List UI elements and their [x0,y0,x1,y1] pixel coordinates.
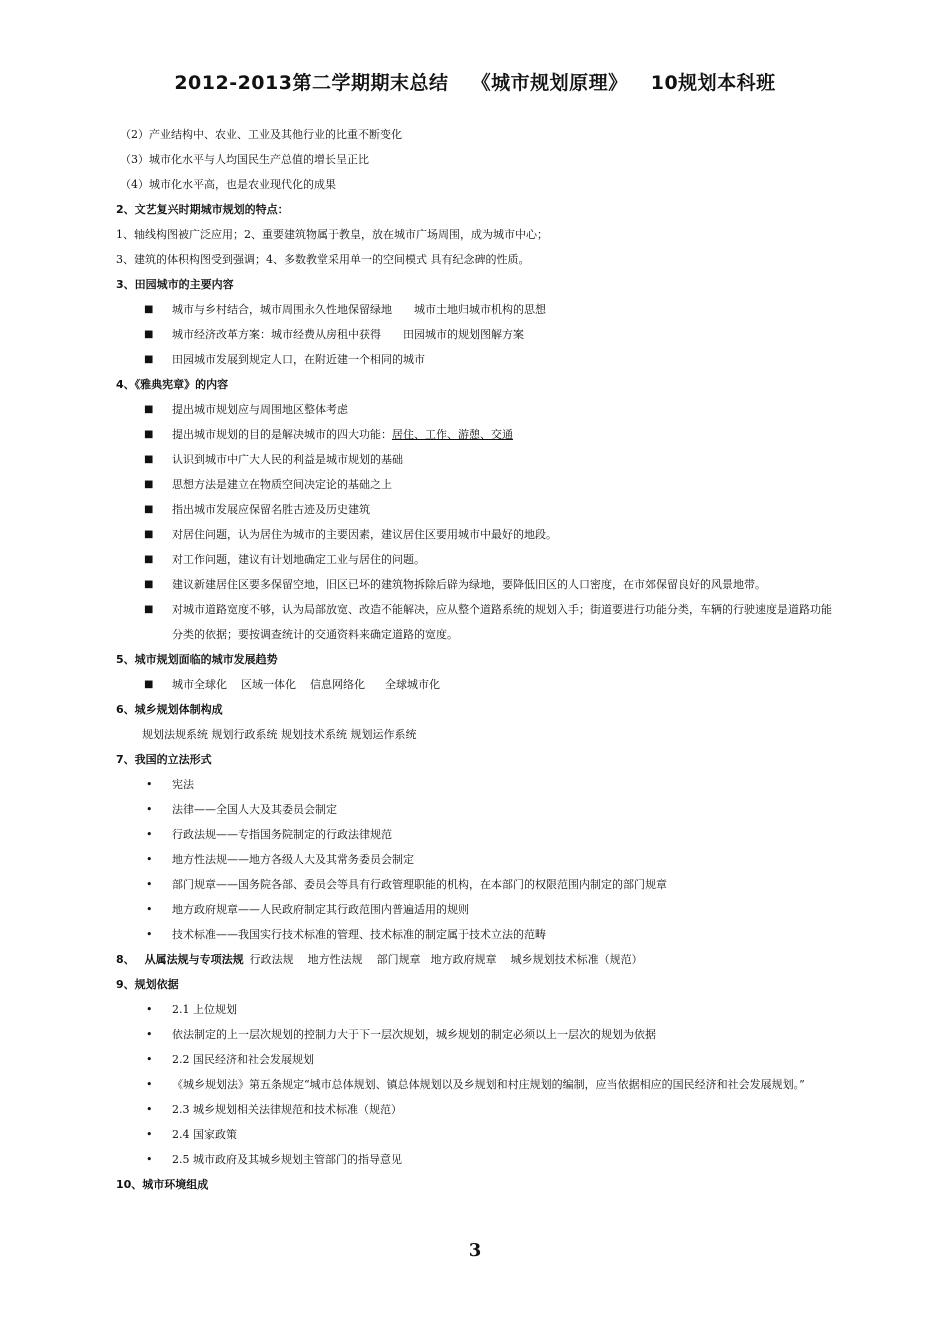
list-item: ■ 建议新建居住区要多保留空地，旧区已坏的建筑物拆除后辟为绿地，要降低旧区的人口密度，在市郊保留良好的风景地带。 [116,572,836,597]
section-heading-3: 3、田园城市的主要内容 [116,278,234,291]
section-heading-9: 9、规划依据 [116,978,179,991]
list-item: • 2.1 上位规划 [116,997,836,1022]
dot-bullet-icon: • [146,1153,153,1166]
text-line: 规划法规系统 规划行政系统 规划技术系统 规划运作系统 [142,728,417,741]
list-item: ■ 城市经济改革方案：城市经费从房租中获得 田园城市的规划图解方案 [116,322,836,347]
dot-bullet-icon: • [146,1028,153,1041]
section-line-8: 8、 从属法规与专项法规 行政法规 地方性法规 部门规章 地方政府规章 城乡规划技术标准（规范） [116,953,643,966]
text-line: （4）城市化水平高，也是农业现代化的成果 [120,178,336,191]
list-item: ■ 城市全球化 区域一体化 信息网络化 全球城市化 [116,672,836,697]
list-item: ■ 城市与乡村结合，城市周围永久性地保留绿地 城市土地归城市机构的思想 [116,297,836,322]
list-item: • 依法制定的上一层次规划的控制力大于下一层次规划，城乡规划的制定必须以上一层次的规划为依据 [116,1022,836,1047]
list-item: ■ 对居住问题，认为居住为城市的主要因素，建议居住区要用城市中最好的地段。 [116,522,836,547]
list-item: • 2.3 城乡规划相关法律规范和技术标准（规范） [116,1097,836,1122]
section-heading-10: 10、城市环境组成 [116,1178,209,1191]
list-item: ■ 认识到城市中广大人民的利益是城市规划的基础 [116,447,836,472]
section-heading-4: 4、《雅典宪章》的内容 [116,378,229,391]
list-item: ■ 对工作问题，建议有计划地确定工业与居住的问题。 [116,547,836,572]
title-course: 《城市规划原理》 [471,72,628,94]
square-bullet-icon: ■ [144,679,154,690]
list-item: • 地方政府规章——人民政府制定其行政范围内普遍适用的规则 [116,897,836,922]
list-item: • 2.5 城市政府及其城乡规划主管部门的指导意见 [116,1147,836,1172]
text-line: （3）城市化水平与人均国民生产总值的增长呈正比 [120,153,369,166]
square-bullet-icon: ■ [144,429,154,440]
section-heading-6: 6、城乡规划体制构成 [116,703,223,716]
list-item: • 部门规章——国务院各部、委员会等具有行政管理职能的机构，在本部门的权限范围内制定的部门规章 [116,872,836,897]
list-item: ■ 对城市道路宽度不够，认为局部放宽、改造不能解决，应从整个道路系统的规划入手；街道要进行功能分类，车辆的行驶速度是道路功能分类的依据；要按调查统计的交通资料来确定道路的宽度。 [116,597,836,647]
text-line: 1、轴线构图被广泛应用；2、重要建筑物属于教皇，放在城市广场周围，成为城市中心； [116,228,548,241]
square-bullet-icon: ■ [144,304,154,315]
title-term: 2012-2013第二学期期末总结 [174,72,449,94]
dot-bullet-icon: • [146,903,153,916]
list-item: ■ 提出城市规划的目的是解决城市的四大功能：居住、工作、游憩、交通 [116,422,836,447]
dot-bullet-icon: • [146,828,153,841]
title-class: 10规划本科班 [650,72,776,94]
square-bullet-icon: ■ [144,329,154,340]
square-bullet-icon: ■ [144,479,154,490]
dot-bullet-icon: • [146,928,153,941]
square-bullet-icon: ■ [144,354,154,365]
square-bullet-icon: ■ [144,529,154,540]
dot-bullet-icon: • [146,803,153,816]
dot-bullet-icon: • [146,878,153,891]
list-item: ■ 指出城市发展应保留名胜古迹及历史建筑 [116,497,836,522]
text-line: （2）产业结构中、农业、工业及其他行业的比重不断变化 [120,128,402,141]
list-item: • 法律——全国人大及其委员会制定 [116,797,836,822]
list-item: • 技术标准——我国实行技术标准的管理、技术标准的制定属于技术立法的范畴 [116,922,836,947]
list-item: ■ 提出城市规划应与周围地区整体考虑 [116,397,836,422]
list-item: • 地方性法规——地方各级人大及其常务委员会制定 [116,847,836,872]
dot-bullet-icon: • [146,1128,153,1141]
section-heading-2: 2、文艺复兴时期城市规划的特点： [116,203,289,216]
list-item: • 2.2 国民经济和社会发展规划 [116,1047,836,1072]
dot-bullet-icon: • [146,1103,153,1116]
page-title [0,68,950,95]
square-bullet-icon: ■ [144,604,154,615]
square-bullet-icon: ■ [144,454,154,465]
text-line: 3、建筑的体积构图受到强调；4、多数教堂采用单一的空间模式 具有纪念碑的性质。 [116,253,530,266]
section-heading-8: 从属法规与专项法规 [144,953,244,966]
square-bullet-icon: ■ [144,504,154,515]
dot-bullet-icon: • [146,1053,153,1066]
list-item: ■ 思想方法是建立在物质空间决定论的基础之上 [116,472,836,497]
dot-bullet-icon: • [146,853,153,866]
list-item: • 2.4 国家政策 [116,1122,836,1147]
section-heading-5: 5、城市规划面临的城市发展趋势 [116,653,278,666]
list-item: ■ 田园城市发展到规定人口，在附近建一个相同的城市 [116,347,836,372]
underlined-text: 居住、工作、游憩、交通 [392,428,513,441]
square-bullet-icon: ■ [144,404,154,415]
dot-bullet-icon: • [146,1078,153,1091]
dot-bullet-icon: • [146,778,153,791]
list-item: • 《城乡规划法》第五条规定“城市总体规划、镇总体规划以及乡规划和村庄规划的编制，应当依据相应的国民经济和社会发展规划。” [116,1072,836,1097]
list-item: • 行政法规——专指国务院制定的行政法律规范 [116,822,836,847]
square-bullet-icon: ■ [144,554,154,565]
section-heading-7: 7、我国的立法形式 [116,753,212,766]
document-body [116,122,836,1197]
list-item: • 宪法 [116,772,836,797]
square-bullet-icon: ■ [144,579,154,590]
page-number: 3 [468,1240,482,1261]
dot-bullet-icon: • [146,1003,153,1016]
